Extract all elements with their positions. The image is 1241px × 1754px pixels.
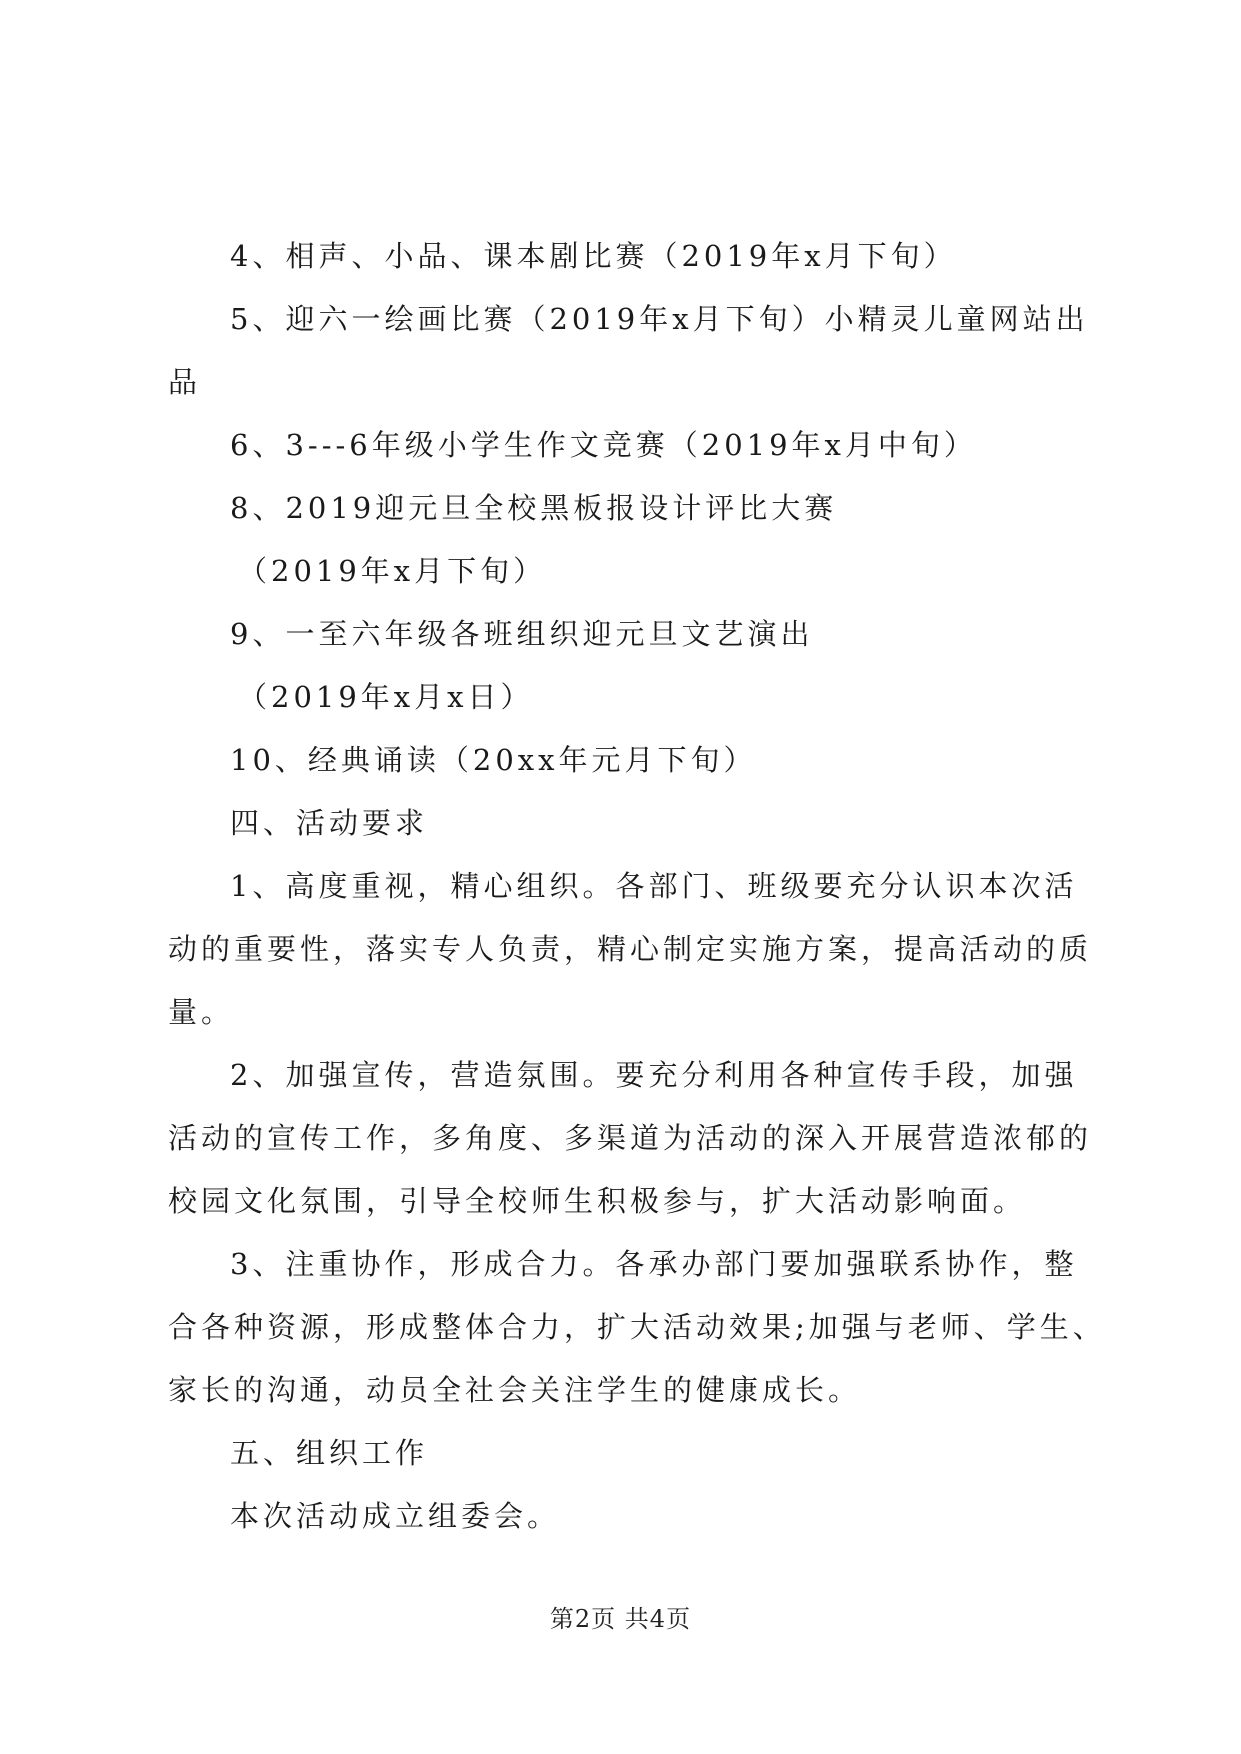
paragraph-organization: 本次活动成立组委会。 bbox=[230, 1499, 561, 1533]
paragraph-3-line-3: 家长的沟通，动员全社会关注学生的健康成长。 bbox=[168, 1373, 862, 1407]
list-item-10: 10、经典诵读（20xx年元月下旬） bbox=[230, 743, 757, 777]
list-item-8: 8、2019迎元旦全校黑板报设计评比大赛 bbox=[230, 491, 838, 525]
list-item-9: 9、一至六年级各班组织迎元旦文艺演出 bbox=[230, 617, 814, 651]
list-item-6: 6、3---6年级小学生作文竞赛（2019年x月中旬） bbox=[230, 428, 977, 462]
paragraph-2-line-3: 校园文化氛围，引导全校师生积极参与，扩大活动影响面。 bbox=[168, 1184, 1027, 1218]
list-item-5: 5、迎六一绘画比赛（2019年x月下旬）小精灵儿童网站出 bbox=[230, 302, 1089, 336]
paragraph-3-line-1: 3、注重协作，形成合力。各承办部门要加强联系协作，整 bbox=[230, 1247, 1078, 1281]
paragraph-1-line-2: 动的重要性，落实专人负责，精心制定实施方案，提高活动的质 bbox=[168, 932, 1093, 966]
paragraph-2-line-2: 活动的宣传工作，多角度、多渠道为活动的深入开展营造浓郁的 bbox=[168, 1121, 1093, 1155]
paragraph-3-line-2: 合各种资源，形成整体合力，扩大活动效果;加强与老师、学生、 bbox=[168, 1310, 1106, 1344]
list-item-8-date: （2019年x月下旬） bbox=[238, 554, 547, 588]
list-item-4: 4、相声、小品、课本剧比赛（2019年x月下旬） bbox=[230, 239, 957, 273]
section-heading-organization: 五、组织工作 bbox=[230, 1436, 429, 1470]
section-heading-requirements: 四、活动要求 bbox=[230, 806, 429, 840]
list-item-5-continued: 品 bbox=[168, 365, 202, 399]
paragraph-1-line-1: 1、高度重视，精心组织。各部门、班级要充分认识本次活 bbox=[230, 869, 1078, 903]
list-item-9-date: （2019年x月x日） bbox=[238, 680, 534, 714]
paragraph-2-line-1: 2、加强宣传，营造氛围。要充分利用各种宣传手段，加强 bbox=[230, 1058, 1078, 1092]
page-number-footer: 第2页 共4页 bbox=[549, 1605, 692, 1633]
paragraph-1-line-3: 量。 bbox=[168, 995, 235, 1029]
